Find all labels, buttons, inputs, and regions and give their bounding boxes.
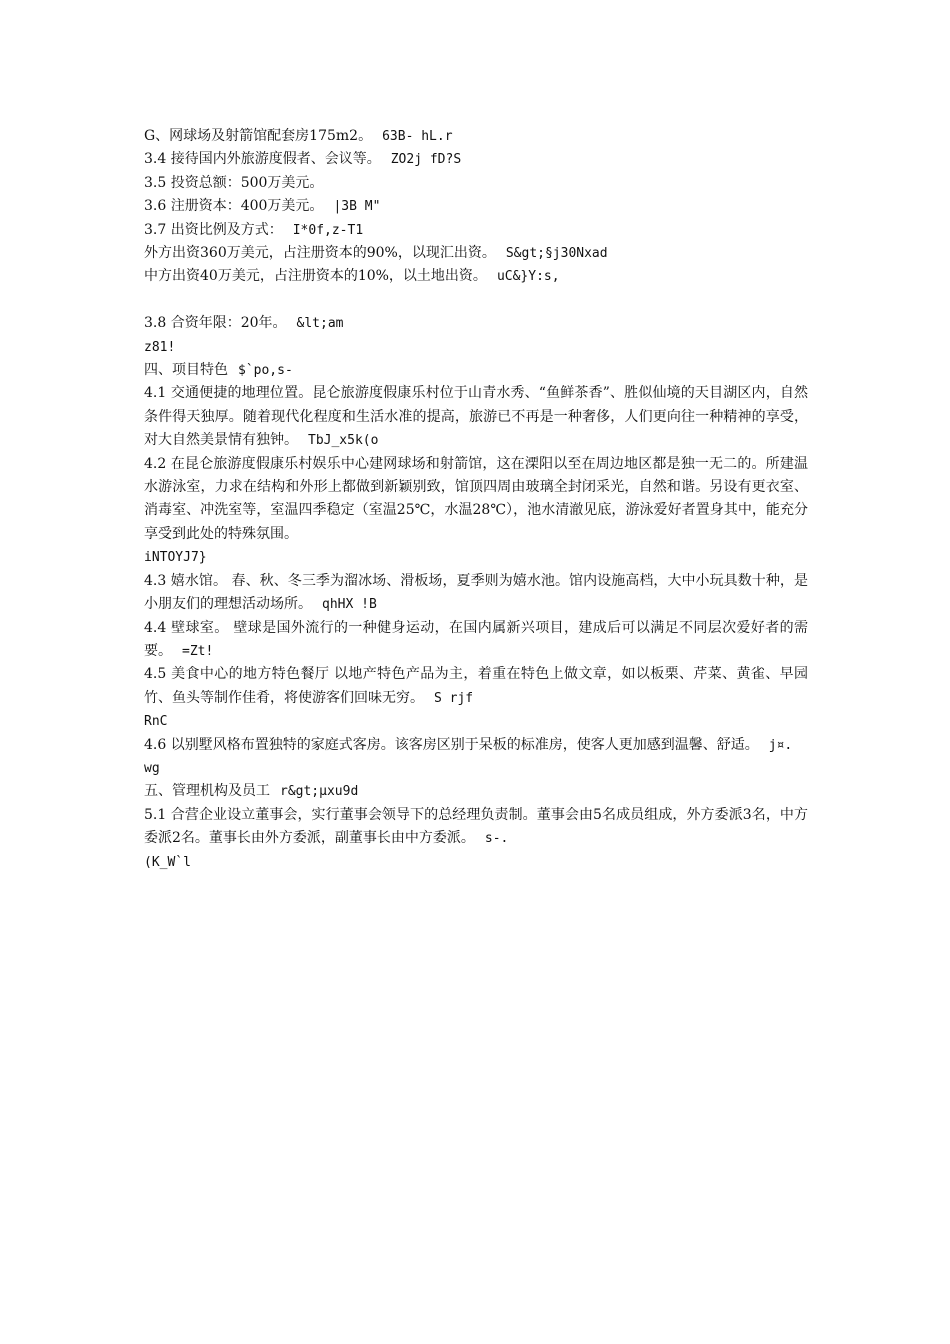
heading-text: 四、项目特色 bbox=[144, 362, 228, 379]
noise-text: j¤. bbox=[768, 737, 793, 753]
noise-text: r&gt;µxu9d bbox=[280, 784, 359, 800]
noise-text: S rjf bbox=[434, 690, 474, 706]
paragraph-4-5 bbox=[144, 663, 808, 710]
line-text: 3.5 投资总额：500万美元。 bbox=[144, 174, 324, 191]
blank-line bbox=[144, 289, 808, 312]
text-line bbox=[144, 172, 808, 195]
noise-text: ZO2j fD?S bbox=[390, 152, 462, 168]
text-line bbox=[144, 242, 808, 265]
line-text: 3.6 注册资本：400万美元。 bbox=[144, 198, 324, 215]
noise-text: uC&}Y:s, bbox=[496, 269, 560, 285]
noise-line: iNTOYJ7} bbox=[144, 550, 207, 566]
paragraph-5-1 bbox=[144, 804, 808, 851]
line-text: G、网球场及射箭馆配套房175m2。 bbox=[144, 128, 373, 144]
noise-text: I*0f,z-T1 bbox=[292, 222, 364, 238]
paragraph-text: 4.6 以别墅风格布置独特的家庭式客房。该客房区别于呆板的标准房，使客人更加感到温馨、舒适。 bbox=[144, 736, 759, 753]
heading-text: 五、管理机构及员工 bbox=[144, 783, 270, 800]
noise-text: 63B- hL.r bbox=[382, 129, 453, 144]
noise-text: $`po,s- bbox=[238, 363, 293, 379]
line-text: 中方出资40万美元，占注册资本的10%，以土地出资。 bbox=[144, 268, 487, 285]
section-heading bbox=[144, 359, 808, 382]
noise-line: RnC bbox=[144, 714, 168, 730]
text-line bbox=[144, 195, 808, 218]
noise-line: z81! bbox=[144, 339, 176, 355]
text-line bbox=[144, 125, 808, 148]
paragraph-text: 5.1 合营企业设立董事会，实行董事会领导下的总经理负责制。董事会由5名成员组成，外方委派3名，中方委派2名。董事长由外方委派，副董事长由中方委派。 bbox=[144, 806, 808, 847]
document-body bbox=[144, 125, 808, 874]
text-line bbox=[144, 312, 808, 335]
noise-text: =Zt! bbox=[182, 643, 214, 659]
text-line bbox=[144, 219, 808, 242]
noise-text: S&gt;§j30Nxad bbox=[505, 246, 608, 262]
paragraph-4-1 bbox=[144, 382, 808, 452]
noise-text: qhHX !B bbox=[322, 597, 377, 613]
noise-text: &lt;am bbox=[296, 316, 344, 332]
text-line bbox=[144, 148, 808, 171]
paragraph-text: 4.5 美食中心的地方特色餐厅 以地产特色产品为主，着重在特色上做文章，如以板栗、芹菜、黄雀、早园竹、鱼头等制作佳肴，将使游客们回味无穷。 bbox=[144, 666, 808, 706]
paragraph-4-4 bbox=[144, 617, 808, 664]
noise-line: (K_W`l bbox=[144, 854, 191, 870]
line-text: 3.7 出资比例及方式： bbox=[144, 221, 283, 238]
paragraph-text: 4.1 交通便捷的地理位置。昆仑旅游度假康乐村位于山青水秀、“鱼鲜茶香”、胜似仙境的天目湖区内，自然条件得天独厚。随着现代化程度和生活水准的提高，旅游已不再是一种奢侈，人们更向往一种精神的享受，对大自然美景情有独钟。 bbox=[144, 385, 808, 449]
noise-text: TbJ_x5k(o bbox=[308, 433, 379, 449]
text-line bbox=[144, 265, 808, 288]
paragraph-4-2 bbox=[144, 453, 808, 547]
noise-text: s-. bbox=[484, 831, 509, 847]
paragraph-4-3 bbox=[144, 570, 808, 617]
paragraph-text: 4.2 在昆仑旅游度假康乐村娱乐中心建网球场和射箭馆，这在溧阳以至在周边地区都是独一无二的。所建温水游泳室，力求在结构和外形上都做到新颖别致，馆顶四周由玻璃全封闭采光，自然和谐。另设有更衣室、消毒室、冲洗室等，室温四季稳定（室温25℃，水温28℃），池水清澈见底，游泳爱好者置身其中，能充分享受到此处的特殊氛围。 bbox=[144, 455, 808, 542]
line-text: 外方出资360万美元，占注册资本的90%，以现汇出资。 bbox=[144, 245, 496, 262]
noise-line: wg bbox=[144, 760, 160, 776]
line-text: 3.8 合资年限：20年。 bbox=[144, 315, 287, 332]
paragraph-4-6 bbox=[144, 734, 808, 757]
section-heading bbox=[144, 780, 808, 803]
paragraph-text: 4.4 壁球室。 壁球是国外流行的一种健身运动，在国内属新兴项目，建成后可以满足不同层次爱好者的需要。 bbox=[144, 619, 808, 659]
line-text: 3.4 接待国内外旅游度假者、会议等。 bbox=[144, 151, 381, 168]
noise-text: |3B M" bbox=[333, 199, 381, 215]
paragraph-text: 4.3 嬉水馆。 春、秋、冬三季为溜冰场、滑板场，夏季则为嬉水池。馆内设施高档，大中小玩具数十种，是小朋友们的理想活动场所。 bbox=[144, 572, 808, 613]
